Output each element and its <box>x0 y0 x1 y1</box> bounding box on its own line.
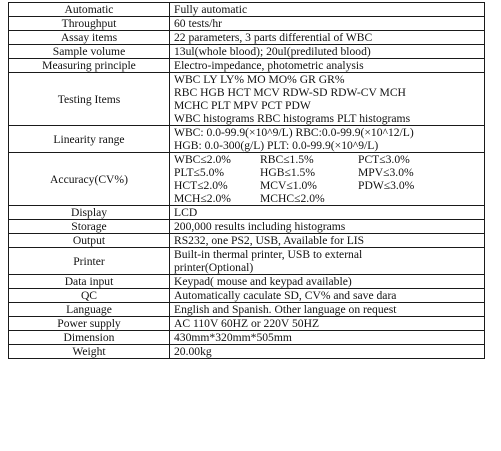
accuracy-value: WBC≤2.0% <box>174 153 231 166</box>
accuracy-value: HGB≤1.5% <box>260 166 315 179</box>
spec-value <box>170 275 485 289</box>
spec-label: Assay items <box>9 31 170 45</box>
spec-value <box>170 73 485 126</box>
spec-label: QC <box>9 289 170 303</box>
spec-row <box>9 153 485 206</box>
spec-value <box>170 345 485 359</box>
spec-row <box>9 3 485 17</box>
spec-label: Data input <box>9 275 170 289</box>
spec-value <box>170 206 485 220</box>
spec-value-line: WBC: 0.0-99.9(×10^9/L) RBC:0.0-99.9(×10^12/L) <box>174 126 414 139</box>
spec-row <box>9 275 485 289</box>
spec-value <box>170 248 485 275</box>
spec-label: Measuring principle <box>9 59 170 73</box>
accuracy-value <box>358 192 458 205</box>
spec-row <box>9 59 485 73</box>
spec-row <box>9 45 485 59</box>
spec-value <box>170 220 485 234</box>
spec-label: Display <box>9 206 170 220</box>
spec-row <box>9 345 485 359</box>
spec-value <box>170 153 485 206</box>
spec-row <box>9 331 485 345</box>
spec-label: Output <box>9 234 170 248</box>
spec-value <box>170 17 485 31</box>
accuracy-value: MCHC≤2.0% <box>260 192 325 205</box>
spec-label: Throughput <box>9 17 170 31</box>
accuracy-value: MPV≤3.0% <box>358 166 414 179</box>
accuracy-value: RBC≤1.5% <box>260 153 314 166</box>
spec-value <box>170 331 485 345</box>
spec-label: Dimension <box>9 331 170 345</box>
spec-row <box>9 289 485 303</box>
spec-value-line: English and Spanish. Other language on request <box>174 303 397 316</box>
spec-value <box>170 317 485 331</box>
spec-value-line: LCD <box>174 206 198 219</box>
spec-value-line: 20.00kg <box>174 345 212 358</box>
spec-value <box>170 234 485 248</box>
spec-value <box>170 31 485 45</box>
spec-value <box>170 303 485 317</box>
spec-value-line: 60 tests/hr <box>174 17 222 30</box>
spec-value-line: Electro-impedance, photometric analysis <box>174 59 364 72</box>
spec-value <box>170 126 485 153</box>
spec-label: Testing Items <box>9 73 170 126</box>
spec-row <box>9 126 485 153</box>
accuracy-line <box>174 153 480 166</box>
accuracy-line <box>174 166 480 179</box>
spec-label: Storage <box>9 220 170 234</box>
spec-value <box>170 59 485 73</box>
spec-label: Printer <box>9 248 170 275</box>
spec-row <box>9 303 485 317</box>
spec-value <box>170 289 485 303</box>
spec-table-body <box>9 3 485 359</box>
spec-row <box>9 31 485 45</box>
spec-label: Weight <box>9 345 170 359</box>
spec-value-line: MCHC PLT MPV PCT PDW <box>174 99 311 112</box>
spec-value <box>170 3 485 17</box>
accuracy-line <box>174 192 480 205</box>
spec-row <box>9 317 485 331</box>
spec-table-container <box>8 2 485 359</box>
spec-label: Sample volume <box>9 45 170 59</box>
spec-row <box>9 220 485 234</box>
spec-value <box>170 45 485 59</box>
accuracy-value: MCV≤1.0% <box>260 179 317 192</box>
spec-label: Language <box>9 303 170 317</box>
spec-value-line: 22 parameters, 3 parts differential of WBC <box>174 31 373 44</box>
spec-value-line: WBC histograms RBC histograms PLT histograms <box>174 112 411 125</box>
spec-value-line: 13ul(whole blood); 20ul(prediluted blood) <box>174 45 371 58</box>
accuracy-value: PCT≤3.0% <box>358 153 410 166</box>
spec-value-line: Automatically caculate SD, CV% and save dara <box>174 289 397 302</box>
spec-label: Linearity range <box>9 126 170 153</box>
spec-value-line: Built-in thermal printer, USB to external <box>174 248 363 261</box>
accuracy-value: PDW≤3.0% <box>358 179 415 192</box>
spec-value-line: 200,000 results including histograms <box>174 220 346 233</box>
spec-row <box>9 73 485 126</box>
spec-row <box>9 248 485 275</box>
spec-label: Automatic <box>9 3 170 17</box>
spec-label: Power supply <box>9 317 170 331</box>
spec-value-line: AC 110V 60HZ or 220V 50HZ <box>174 317 320 330</box>
accuracy-value: MCH≤2.0% <box>174 192 231 205</box>
spec-value-line: printer(Optional) <box>174 261 254 274</box>
spec-label: Accuracy(CV%) <box>9 153 170 206</box>
spec-value-line: RS232, one PS2, USB, Available for LIS <box>174 234 365 247</box>
accuracy-value: HCT≤2.0% <box>174 179 228 192</box>
spec-value-line: Fully automatic <box>174 3 248 16</box>
accuracy-value: PLT≤5.0% <box>174 166 225 179</box>
spec-row <box>9 206 485 220</box>
accuracy-line <box>174 179 480 192</box>
spec-row <box>9 234 485 248</box>
spec-value-line: RBC HGB HCT MCV RDW-SD RDW-CV MCH <box>174 86 406 99</box>
spec-value-line: WBC LY LY% MO MO% GR GR% <box>174 73 345 86</box>
spec-value-line: HGB: 0.0-300(g/L) PLT: 0.0-99.9(×10^9/L) <box>174 139 379 152</box>
spec-value-line: 430mm*320mm*505mm <box>174 331 292 344</box>
spec-table <box>8 2 485 359</box>
spec-row <box>9 17 485 31</box>
spec-value-line: Keypad( mouse and keypad available) <box>174 275 352 288</box>
